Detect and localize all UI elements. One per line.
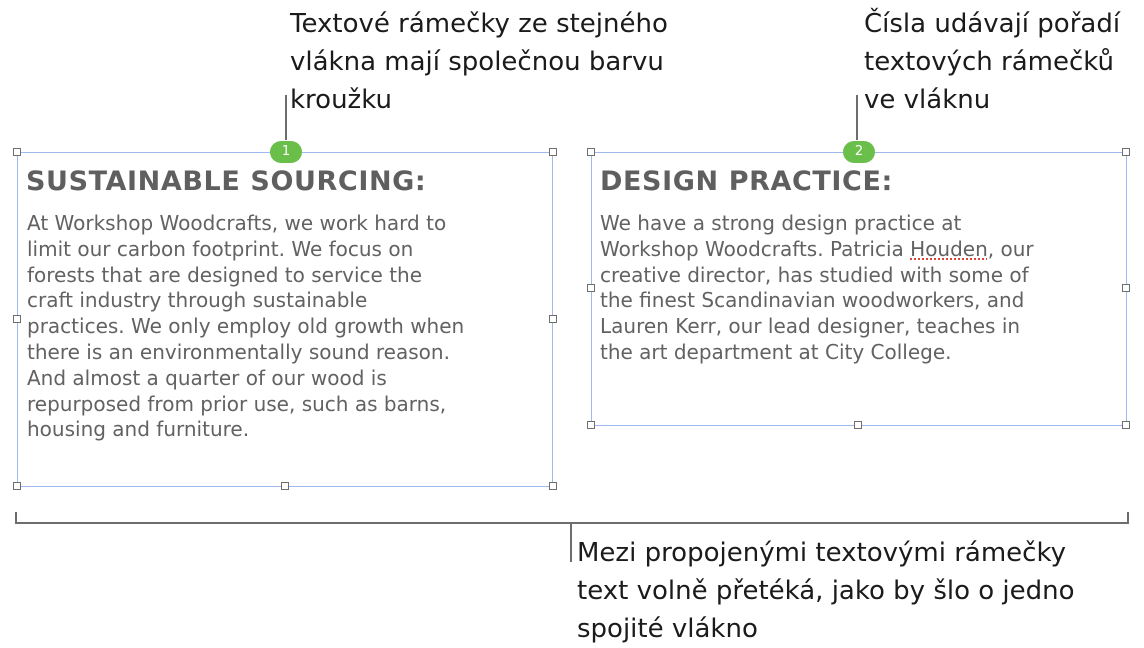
frame-2-resize-handle-top-right[interactable] bbox=[1122, 148, 1130, 156]
frame-2-resize-handle-bottom-right[interactable] bbox=[1122, 421, 1130, 429]
frame-2-resize-handle-bottom-center[interactable] bbox=[854, 421, 862, 429]
callout-thread-color: Textové rámečky ze stejného vlákna mají společnou barvu kroužku bbox=[290, 9, 668, 115]
frame-2-resize-handle-bottom-left[interactable] bbox=[587, 421, 595, 429]
bracket-horizontal-line bbox=[15, 522, 1129, 524]
bracket-right-tick bbox=[1127, 512, 1129, 524]
frame-1-title: SUSTAINABLE SOURCING: bbox=[26, 166, 427, 197]
frame-1-resize-handle-middle-left[interactable] bbox=[13, 315, 21, 323]
frame-1-resize-handle-middle-right[interactable] bbox=[549, 315, 557, 323]
callout-frame-order: Čísla udávají pořadí textových rámečků ve vláknu bbox=[864, 9, 1121, 115]
callout-text-flow: Mezi propojenými textovými rámečky text volně přetéká, jako by šlo o jedno spojité vlákno bbox=[577, 538, 1075, 644]
frame-2-title: DESIGN PRACTICE: bbox=[600, 166, 893, 197]
leader-line-thread-color bbox=[285, 95, 287, 140]
thread-badge-1: 1 bbox=[270, 141, 302, 163]
frame-1-resize-handle-bottom-center[interactable] bbox=[281, 482, 289, 490]
spellcheck-flagged-word[interactable]: Houden bbox=[910, 236, 988, 261]
bracket-left-tick bbox=[15, 512, 17, 524]
frame-1-resize-handle-top-left[interactable] bbox=[13, 148, 21, 156]
bracket-pointer-line bbox=[570, 522, 572, 562]
frame-1-body: At Workshop Woodcrafts, we work hard to limit our carbon footprint. We focus on forests that are designed to service the craft industry through sustainable practices. We only employ old growth when there is an environmentally sound reason. And almost a quarter of our wood is repurposed from prior use, such as barns, housing and furniture. bbox=[27, 211, 465, 442]
frame-1-resize-handle-top-right[interactable] bbox=[549, 148, 557, 156]
frame-2-body bbox=[600, 211, 1120, 366]
thread-badge-2: 2 bbox=[843, 141, 875, 163]
frame-2-resize-handle-top-left[interactable] bbox=[587, 148, 595, 156]
frame-2-resize-handle-middle-right[interactable] bbox=[1122, 284, 1130, 292]
frame-2-resize-handle-middle-left[interactable] bbox=[587, 284, 595, 292]
frame-2-body-text-end: , our creative director, has studied with some of the finest Scandinavian woodworkers, and Lauren Kerr, our lead designer, teaches in the art department at City College. bbox=[600, 236, 1034, 364]
frame-1-resize-handle-bottom-right[interactable] bbox=[549, 482, 557, 490]
leader-line-frame-order bbox=[856, 95, 858, 140]
frame-1-resize-handle-bottom-left[interactable] bbox=[13, 482, 21, 490]
frame-2-body-text-start: We have a strong design practice at Workshop Woodcrafts. Patricia bbox=[600, 211, 962, 261]
